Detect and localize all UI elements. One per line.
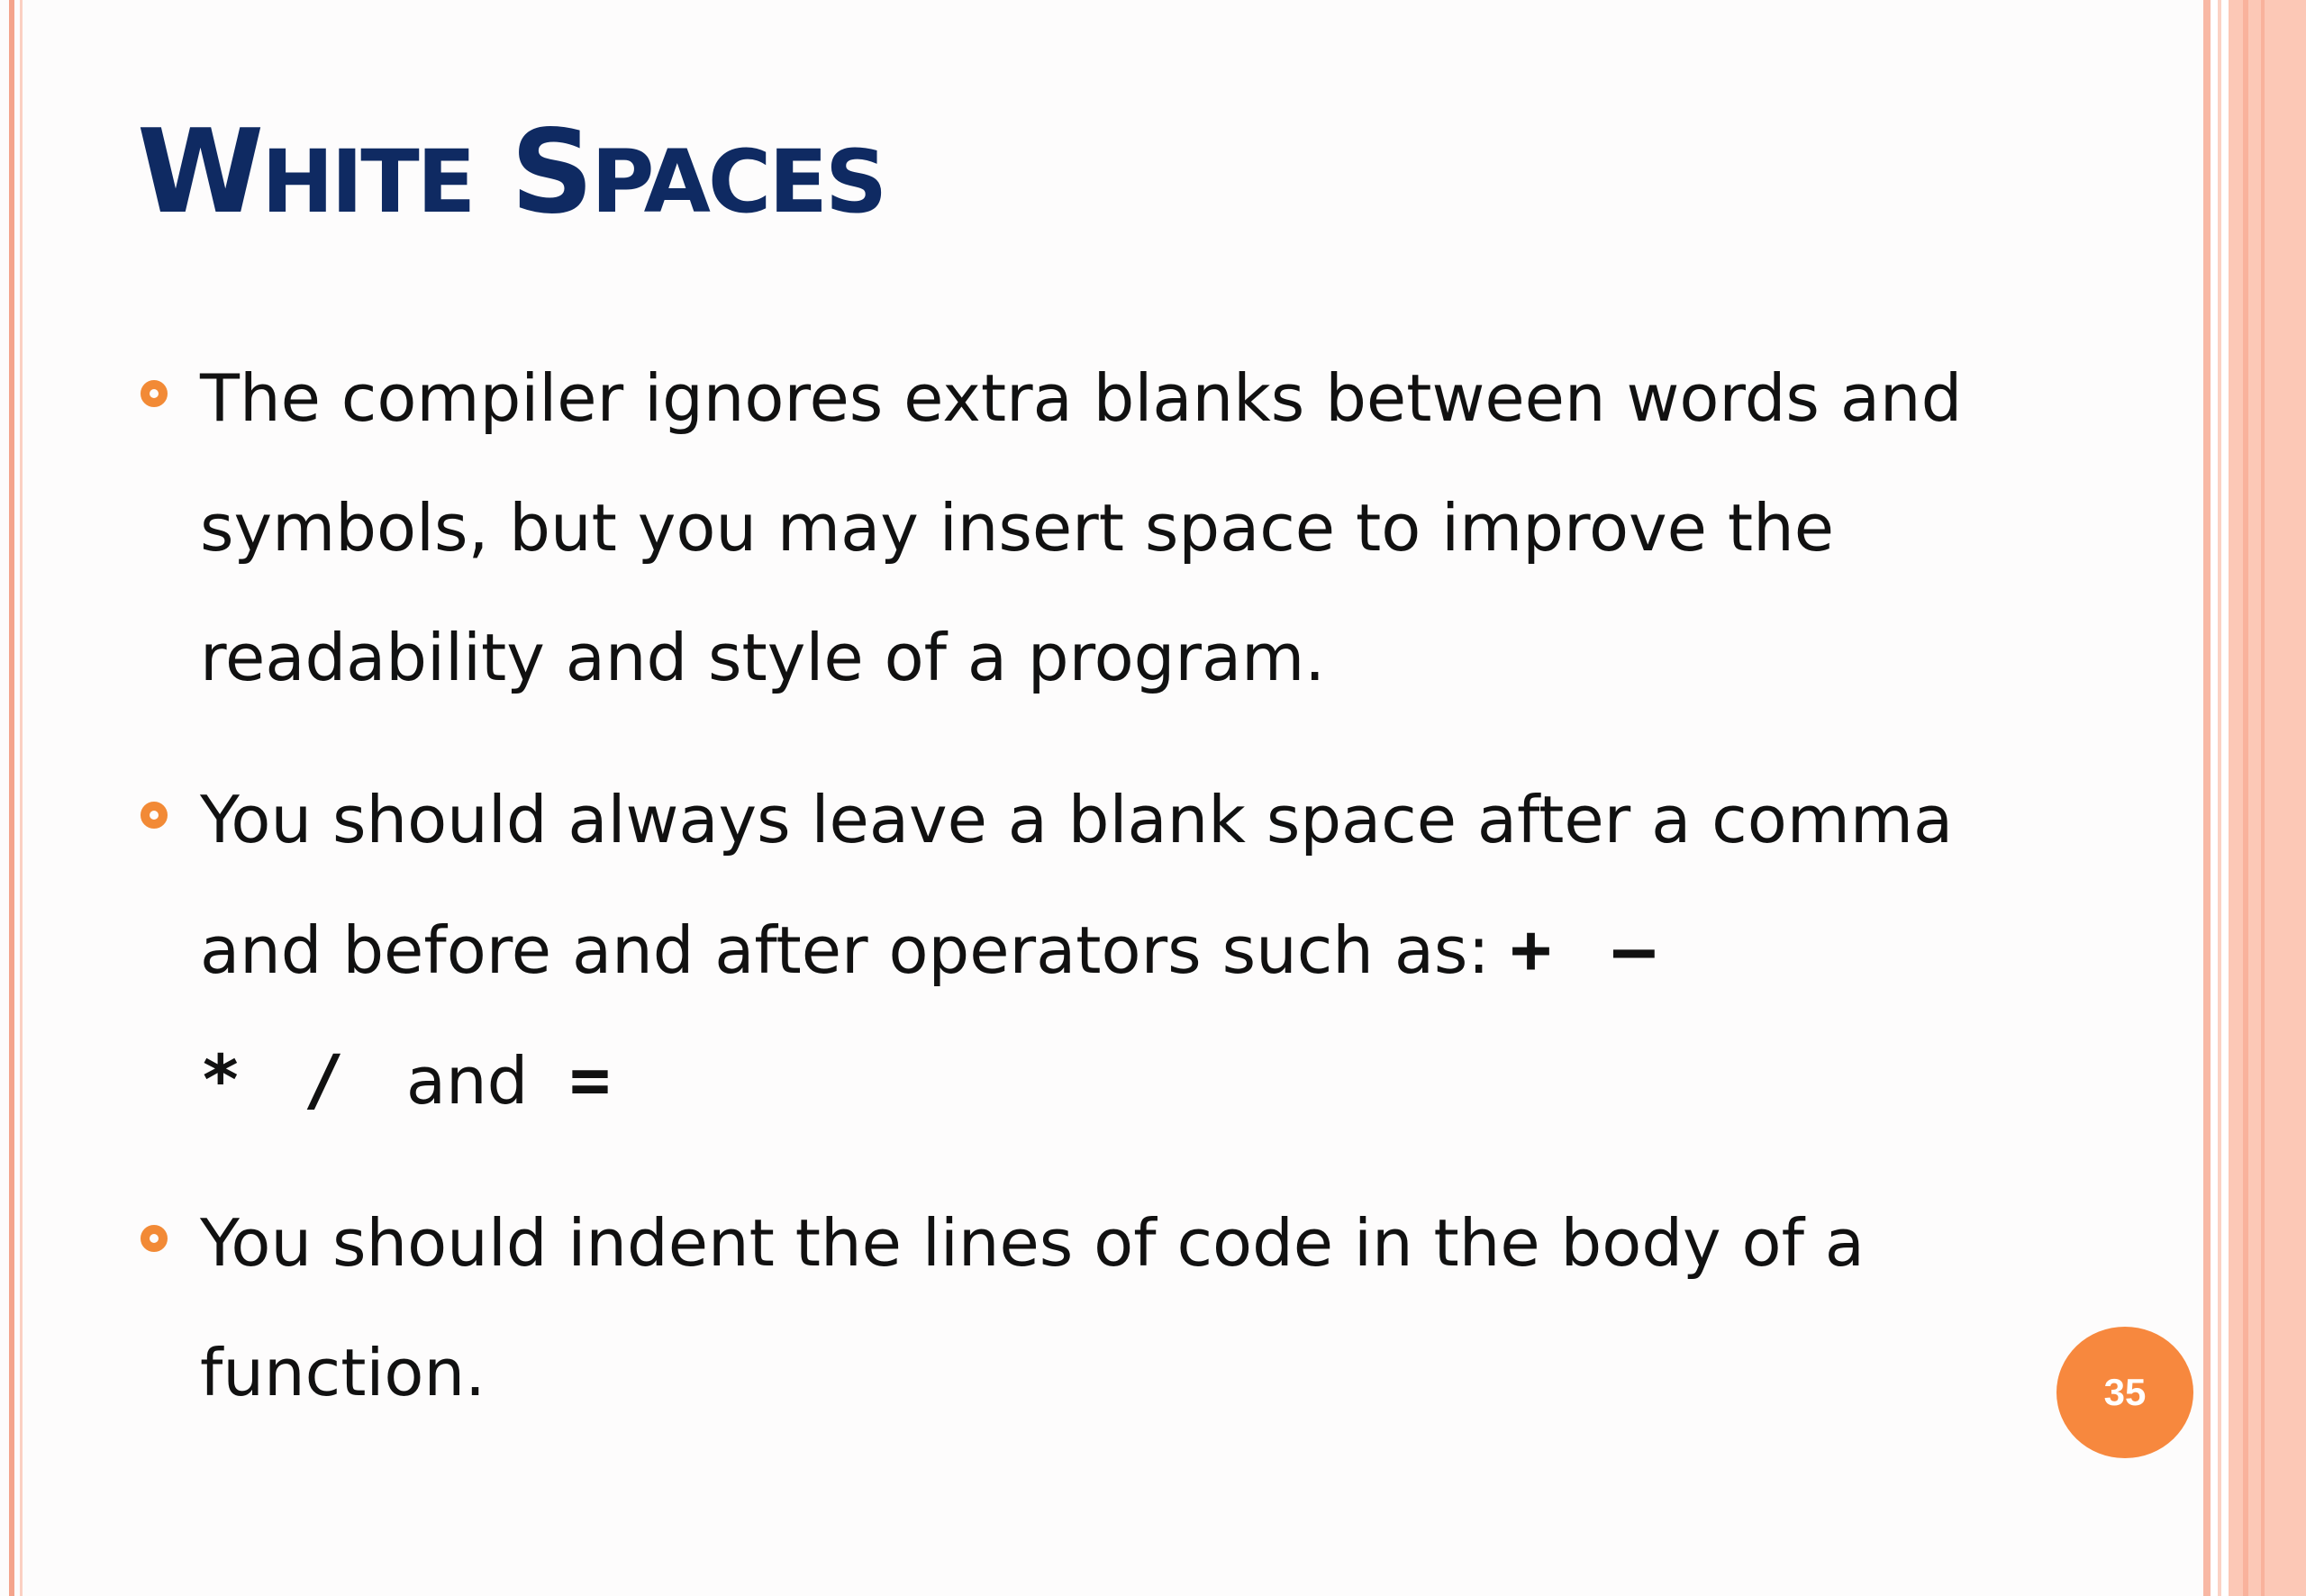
bullet-item — [137, 1178, 2074, 1437]
right-border-line — [2203, 0, 2211, 1596]
bullet-text: You should always leave a blank space after a comma and before and after operators such as: — [200, 782, 1954, 988]
bullet-list — [137, 333, 2074, 1470]
right-border-line — [2261, 0, 2265, 1596]
page-number-badge — [2056, 1327, 2193, 1458]
page-number: 35 — [2103, 1371, 2147, 1413]
right-border-line — [2218, 0, 2221, 1596]
title-rest: PACES — [591, 131, 885, 232]
left-border-line — [9, 0, 14, 1596]
operator-minus: – — [1613, 909, 1655, 989]
title-initial: W — [137, 105, 262, 240]
and-word: and — [405, 1043, 529, 1119]
title-rest: HITE — [261, 131, 474, 232]
operator-slash: / — [303, 1039, 345, 1120]
left-border-line-inner — [20, 0, 23, 1596]
bullet-item — [137, 755, 2074, 1146]
title-initial: S — [510, 105, 592, 240]
bullet-circle-icon — [141, 1225, 168, 1252]
slide-title — [137, 105, 885, 240]
operator-star: * — [200, 1039, 241, 1120]
operator-equals: = — [569, 1039, 611, 1120]
bullet-text: The compiler ignores extra blanks between words and symbols, but you may insert space to improve the readability and style of a program. — [200, 360, 1963, 695]
right-border-fill — [2229, 0, 2306, 1596]
bullet-circle-icon — [141, 802, 168, 829]
bullet-text: You should indent the lines of code in the body of a function. — [200, 1205, 1865, 1410]
right-border-line — [2243, 0, 2248, 1596]
operator-plus: + — [1510, 909, 1552, 989]
bullet-item — [137, 333, 2074, 722]
bullet-circle-icon — [141, 380, 168, 407]
